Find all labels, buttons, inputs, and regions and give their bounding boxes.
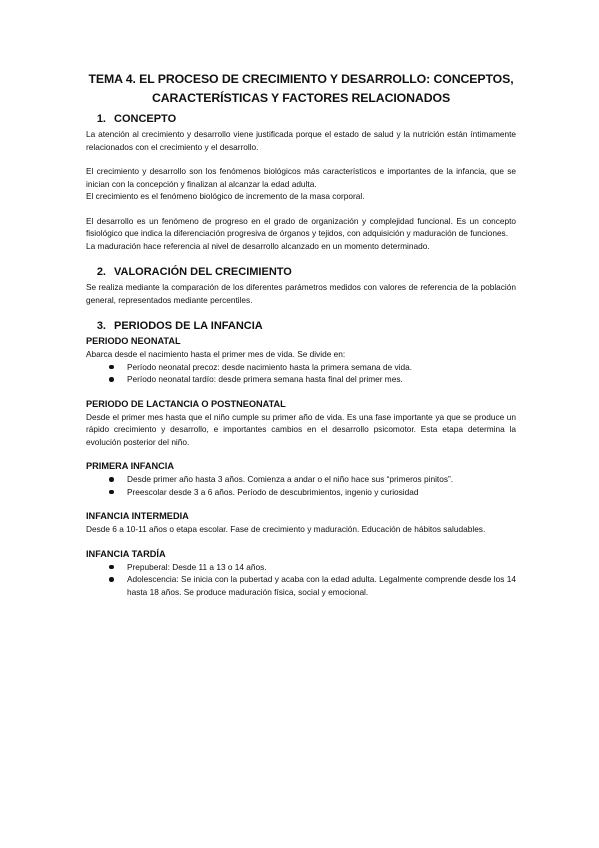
subheading-primera-infancia: PRIMERA INFANCIA bbox=[86, 461, 174, 471]
section-title: PERIODOS DE LA INFANCIA bbox=[114, 320, 263, 332]
section-heading-periodos bbox=[84, 319, 516, 333]
paragraph: El desarrollo es un fenómeno de progreso en el grado de organización y complejidad funcional. Es un concepto fisiológico que indica la diferenciación progresiva de órganos y tejidos, con adquisición y maduración de funciones. bbox=[86, 215, 516, 238]
subheading-neonatal: PERIODO NEONATAL bbox=[86, 336, 181, 346]
list-item-text: Período neonatal tardío: desde primera semana hasta final del primer mes. bbox=[127, 374, 403, 384]
list-item bbox=[109, 473, 516, 486]
paragraph: Se realiza mediante la comparación de los diferentes parámetros medidos con valores de referencia de la población general, representados mediante percentiles. bbox=[86, 282, 516, 305]
bullet-icon bbox=[109, 377, 114, 382]
list-item-text: Prepuberal: Desde 11 a 13 o 14 años. bbox=[127, 561, 267, 572]
document-title: TEMA 4. EL PROCESO DE CRECIMIENTO Y DESARROLLO: CONCEPTOS, CARACTERÍSTICAS Y FACTORES RELACIONADOS bbox=[88, 72, 514, 105]
list-item-text: Desde primer año hasta 3 años. Comienza a andar o el niño hace sus “primeros pinitos”. bbox=[127, 474, 454, 484]
section-title: CONCEPTO bbox=[114, 113, 177, 125]
paragraph: La atención al crecimiento y desarrollo viene justificada porque el estado de salud y la nutrición están íntimamente relacionados con el crecimiento y el desarrollo. bbox=[86, 129, 516, 152]
bullet-list bbox=[86, 561, 516, 599]
list-item bbox=[109, 361, 516, 374]
list-item bbox=[109, 573, 516, 598]
section-heading-valoracion bbox=[84, 265, 516, 279]
paragraph: El crecimiento y desarrollo son los fenómenos biológicos más característicos e importantes de la infancia, que se inician con la concepción y finalizan al alcanzar la edad adulta. bbox=[86, 166, 516, 189]
bullet-list bbox=[86, 473, 516, 498]
paragraph: El crecimiento es el fenómeno biológico de incremento de la masa corporal. bbox=[86, 191, 365, 201]
list-item bbox=[109, 373, 516, 386]
list-item bbox=[109, 486, 516, 499]
list-item bbox=[109, 561, 516, 574]
list-item-text: Adolescencia: Se inicia con la pubertad y acaba con la edad adulta. Legalmente comprende desde los 14 hasta 18 años. Se produce maduración física, social y emocional. bbox=[127, 574, 516, 597]
section-number: 3. bbox=[96, 320, 106, 332]
subheading-infancia-tardia: INFANCIA TARDÍA bbox=[86, 548, 166, 559]
section-number: 2. bbox=[96, 266, 106, 278]
bullet-icon bbox=[109, 490, 114, 495]
paragraph: Desde el primer mes hasta que el niño cumple su primer año de vida. Es una fase importante ya que se produce un rápido crecimiento y desarrollo, e importantes cambios en el desarrollo psicomotor. Esta etapa determina la evolución posterior del niño. bbox=[86, 411, 516, 447]
paragraph: Abarca desde el nacimiento hasta el primer mes de vida. Se divide en: bbox=[86, 349, 346, 359]
section-number: 1. bbox=[96, 113, 106, 125]
bullet-icon bbox=[109, 565, 114, 570]
subheading-lactancia: PERIODO DE LACTANCIA O POSTNEONATAL bbox=[86, 398, 286, 409]
document-page bbox=[86, 70, 516, 598]
paragraph: Desde 6 a 10-11 años o etapa escolar. Fase de crecimiento y maduración. Educación de hábitos saludables. bbox=[86, 524, 486, 534]
bullet-list bbox=[86, 361, 516, 386]
paragraph: La maduración hace referencia al nivel de desarrollo alcanzado en un momento determinado. bbox=[86, 240, 430, 251]
bullet-icon bbox=[109, 365, 114, 370]
list-item-text: Preescolar desde 3 a 6 años. Período de descubrimientos, ingenio y curiosidad bbox=[127, 486, 419, 497]
bullet-icon bbox=[109, 577, 114, 582]
bullet-icon bbox=[109, 477, 114, 482]
list-item-text: Período neonatal precoz: desde nacimiento hasta la primera semana de vida. bbox=[127, 361, 413, 372]
section-title: VALORACIÓN DEL CRECIMIENTO bbox=[114, 266, 292, 278]
subheading-infancia-intermedia: INFANCIA INTERMEDIA bbox=[86, 511, 189, 521]
section-heading-concepto bbox=[84, 112, 516, 126]
